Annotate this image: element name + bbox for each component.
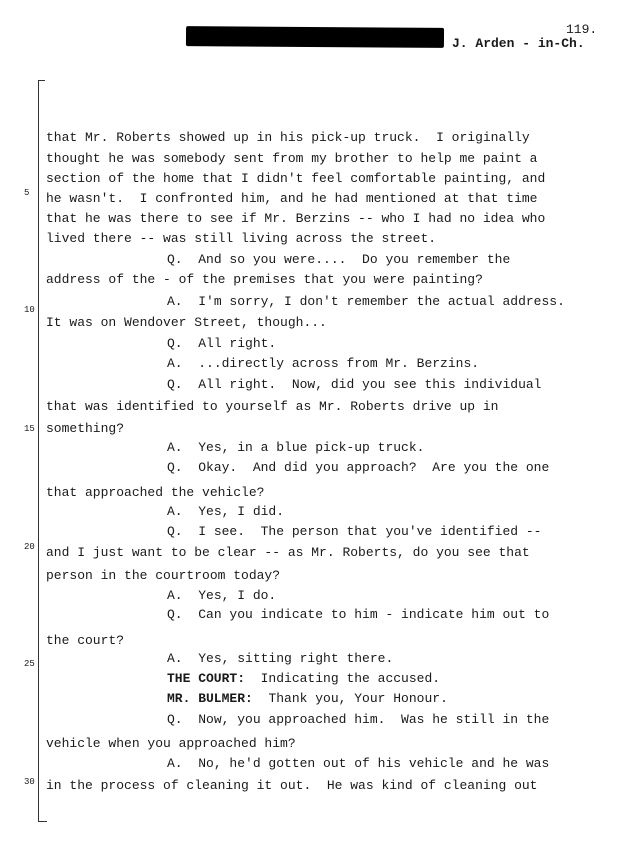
line-text: that he was there to see if Mr. Berzins -- who I had no idea who (46, 211, 546, 226)
speaker-prefix: Q. (167, 524, 183, 539)
transcript-line (167, 712, 549, 728)
transcript-line (46, 272, 483, 288)
transcript-line (167, 336, 276, 352)
transcript-line (167, 671, 440, 687)
page-number: 119. (566, 22, 598, 37)
transcript-line (46, 568, 280, 584)
transcript-line (46, 315, 327, 331)
transcript-line (46, 151, 537, 167)
speaker-prefix: A. (167, 588, 183, 603)
line-text: the court? (46, 633, 125, 648)
line-text: Okay. And did you approach? Are you the one (198, 460, 550, 475)
speaker-prefix: Q. (167, 460, 183, 475)
speaker-prefix: Q. (167, 607, 183, 622)
line-text: Can you indicate to him - indicate him out to (198, 607, 550, 622)
line-text: All right. Now, did you see this individual (198, 377, 542, 392)
line-text: thought he was somebody sent from my brother to help me paint a (46, 151, 538, 166)
line-number: 20 (24, 542, 35, 552)
transcript-line (46, 545, 530, 561)
speaker-prefix: A. (167, 440, 183, 455)
speaker-prefix: A. (167, 294, 183, 309)
transcript-line (46, 211, 545, 227)
speaker-prefix: Q. (167, 712, 183, 727)
speaker-prefix: Q. (167, 336, 183, 351)
redaction-bar (186, 26, 444, 48)
transcript-line (46, 231, 436, 247)
speaker-prefix: Q. (167, 377, 183, 392)
line-text: No, he'd gotten out of his vehicle and he was (198, 756, 550, 771)
transcript-line (46, 736, 296, 752)
line-text: that Mr. Roberts showed up in his pick-up truck. I originally (46, 130, 530, 145)
speaker-prefix: A. (167, 756, 183, 771)
line-text: Yes, I do. (198, 588, 277, 603)
speaker-prefix: A. (167, 651, 183, 666)
margin-rule (38, 80, 39, 822)
transcript-line (167, 607, 549, 623)
line-text: All right. (198, 336, 277, 351)
transcript-line (46, 485, 264, 501)
line-number: 25 (24, 659, 35, 669)
transcript-line (46, 421, 124, 437)
transcript-line (167, 460, 549, 476)
speaker-prefix: A. (167, 356, 183, 371)
transcript-line (46, 191, 537, 207)
transcript-line (46, 171, 545, 187)
line-text: something? (46, 421, 125, 436)
line-text: section of the home that I didn't feel comfortable painting, and (46, 171, 546, 186)
transcript-line (167, 524, 541, 540)
line-text: vehicle when you approached him? (46, 736, 296, 751)
speaker-prefix: Q. (167, 252, 183, 267)
line-text: I'm sorry, I don't remember the actual address. (198, 294, 565, 309)
line-text: Yes, I did. (198, 504, 285, 519)
line-text: that approached the vehicle? (46, 485, 265, 500)
transcript-line (167, 756, 549, 772)
transcript-line (46, 633, 124, 649)
transcript-line (167, 440, 424, 456)
line-text: lived there -- was still living across the street. (46, 231, 437, 246)
speaker-prefix: THE COURT: (167, 671, 246, 686)
line-number: 15 (24, 424, 35, 434)
line-text: in the process of cleaning it out. He was kind of cleaning out (46, 778, 538, 793)
transcript-line (167, 356, 479, 372)
transcript-line (46, 399, 498, 415)
speaker-prefix: MR. BULMER: (167, 691, 253, 706)
line-text: I see. The person that you've identified -- (198, 524, 542, 539)
line-text: And so you were.... Do you remember the (198, 252, 511, 267)
margin-bottom-tick (38, 821, 47, 822)
transcript-line (167, 588, 276, 604)
line-text: address of the - of the premises that you were painting? (46, 272, 483, 287)
witness-header: J. Arden - in-Ch. (452, 36, 585, 51)
line-text: Yes, in a blue pick-up truck. (198, 440, 425, 455)
line-text: Thank you, Your Honour. (268, 691, 448, 706)
line-text: Indicating the accused. (260, 671, 441, 686)
transcript-line (167, 252, 510, 268)
line-text: ...directly across from Mr. Berzins. (198, 356, 480, 371)
line-number: 5 (24, 188, 30, 198)
transcript-line (167, 377, 541, 393)
margin-top-tick (38, 80, 45, 81)
line-text: that was identified to yourself as Mr. Roberts drive up in (46, 399, 499, 414)
transcript-line (167, 294, 565, 310)
line-text: person in the courtroom today? (46, 568, 281, 583)
transcript-line (46, 130, 530, 146)
line-text: Now, you approached him. Was he still in the (198, 712, 550, 727)
line-number: 30 (24, 777, 35, 787)
transcript-line (46, 778, 537, 794)
transcript-line (167, 691, 448, 707)
line-text: and I just want to be clear -- as Mr. Roberts, do you see that (46, 545, 530, 560)
speaker-prefix: A. (167, 504, 183, 519)
line-text: It was on Wendover Street, though... (46, 315, 327, 330)
transcript-line (167, 651, 393, 667)
transcript-line (167, 504, 284, 520)
line-number: 10 (24, 305, 35, 315)
line-text: he wasn't. I confronted him, and he had mentioned at that time (46, 191, 538, 206)
line-text: Yes, sitting right there. (198, 651, 394, 666)
